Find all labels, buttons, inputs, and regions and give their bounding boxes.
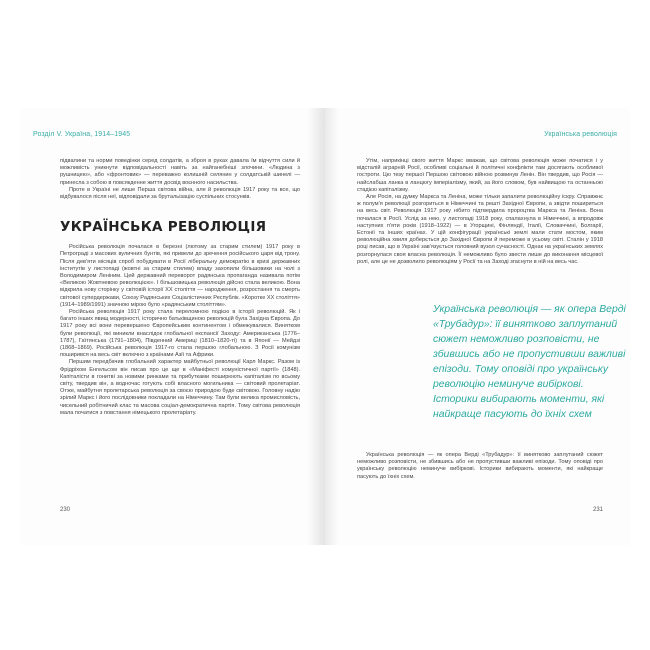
left-text-column bbox=[60, 158, 300, 417]
right-bottom-paragraph: Українська революція — як опера Верді «Трубадур»: її винятково заплутаний сюжет неможливо розповісти, не збившись або не пропустивши важливі епізоди. Тому оповіді про українську революцію неминуче вибіркові. Історики вибирають моменти, які найкраще пасують до їхніх схем. bbox=[357, 452, 603, 480]
left-page-number: 230 bbox=[60, 507, 71, 513]
left-page bbox=[20, 108, 325, 545]
right-page-number: 231 bbox=[592, 507, 603, 513]
pull-quote: Українська революція — як опера Верді «Трубадур»: її винятково заплутаний сюжет неможливо розповісти, не збившись або не пропустивши важливі епізоди. Тому оповіді про українську революцію неминуче вибіркові. Історики вибирають моменти, які найкраще пасують до їхніх схем bbox=[433, 304, 626, 420]
left-gutter-shadow bbox=[307, 108, 325, 545]
section-paragraph-2: Російська революція 1917 року стала переломною подією в історії революцій. Як і багато інших явищ модерності, історично батьківщиною революцій була Західна Європа. До 1917 року всі вони перевершено Європейським континентом і обмежувалися. Винятком були революції, які виникли внаслідок глобальної експансії Заходу: Американська (1776–1787), Гаїтянська (1791–1804), Південний Америці (1810–1820-ті) та в Японії — Мейдзі (1868–1869). Російська революція 1917-го стала першою глобальною. З Росії комунізм поширився на весь світ включно з країнами Азії та Африки. bbox=[60, 309, 300, 359]
section-paragraph-3: Першим передбачив глобальний характер майбутньої революції Карл Маркс. Разом із Фрідріхом Енгельсом він писав про це ще в «Маніфесті комуністичної партії» (1848). Капіталісти в гонитві за новими ринками та прибутками поширюють капіталізм по всьому світу, твердив він, а водночас готують собі власного могильника — світовий пролетаріат. Отже, майбутня пролетарська революція за своєю природою буде світовою. Головну надію зрілий Маркс і його послідовники покладали на Німеччину. Там були велика промисловість, чисельний робітничий клас та масова соціал-демократична партія. Тому світова революція мала початися з повстання німецького пролетаріату. bbox=[60, 359, 300, 416]
right-paragraph-1: Утім, наприкінці свого життя Маркс вважав, що світова революція може початися і у відсталій аграрній Росії, особливі соціальні й політичні конфлікти там досягають особливої гостроти. Цю тезу першої Першою світовою війною розвинув Ленін. Він твердив, що Росія — найслабша ланка в ланцюгу імперіалізму, який, за його словом, був найвищою та останньою стадією капіталізму. bbox=[357, 158, 603, 193]
right-paragraph-2: Але Росія, на думку Маркса та Леніна, може тільки запалити революційну іскру. Справжнє ж полум'я революції розгориться в Німеччині та решті Західної Європи, а звідти пошириться на весь світ. Революція 1917 року нібито підтвердила пророцтва Маркса та Леніна. Вона почалася в Росії. Услід за нею, у листопаді 1918 року, спалахнула в Німеччині, а впродовж наступних п'яти років (1918–1922) — в Угорщині, Фінляндії, Італії, Словаччині, Болгарії, Естонії та інших країнах. У цій конфігурації українські землі мали стати мостом, яким революційна хвиля доберється до Західної Європи й переможе в усьому світі. Сталін у 1918 році писав, що в Україні зав'язується головний вузол сучасності. Однак на українських землях розгорнулася своя власна революція. Її неможливо було звести лише до виконання місцевої ролі, але це не дозволило революціям у Росії та на Заході згаснути в ній на весь час. bbox=[357, 194, 603, 265]
intro-paragraph-2: Проте в Україні не лише Перша світова війна, але й революція 1917 року та все, що відбувалося після неї, відповідали за брутальізацію суспільних стосунків. bbox=[60, 186, 300, 201]
intro-paragraph-1: підвалини та норми поведінки серед солдатів, а зброя в руках давала їм відчуття сили й можливість уникнути відповідальності навіть за найганебніші злочини. «Людина з рушницею», або «фронтовик» — переважно колишній селянин у солдатській шинелі — принесла з собою в повсякденне життя досвід воєнного насильства. bbox=[60, 158, 300, 186]
section-paragraph-1: Російська революція почалася в березні (лютому за старим стилем) 1917 року в Петрограді з масових вуличних бунтів, які привели до зречення російського царя від трону. Після дев'яти місяців спроб побудувати в Росії ліберальну демократію в кризі державних інститутів у листопаді (жовтні за старим стилем) владу захопили більшовики на чолі з Володимиром Леніним. Цей державний переворот радянська пропаганда називала потім «Великою Жовтневою революцією». І більшовицька революція дійсно стала великою. Вона відкрила нову сторінку у світовій історії ХХ століття — народження, розростання та смерть світової супердержави, Союзу Радянських Соціалістичних Республік. «Коротке ХХ століття» (1914–1989/1991) значною мірою було «радянським століттям». bbox=[60, 244, 300, 308]
left-running-head: Розділ V. Україна, 1914–1945 bbox=[33, 131, 131, 138]
right-gutter-shadow bbox=[325, 108, 339, 545]
right-bottom-column bbox=[357, 452, 603, 481]
right-running-head: Українська революція bbox=[544, 131, 617, 138]
right-text-column bbox=[357, 158, 603, 266]
section-title: УКРАЇНСЬКА РЕВОЛЮЦІЯ bbox=[60, 219, 267, 236]
